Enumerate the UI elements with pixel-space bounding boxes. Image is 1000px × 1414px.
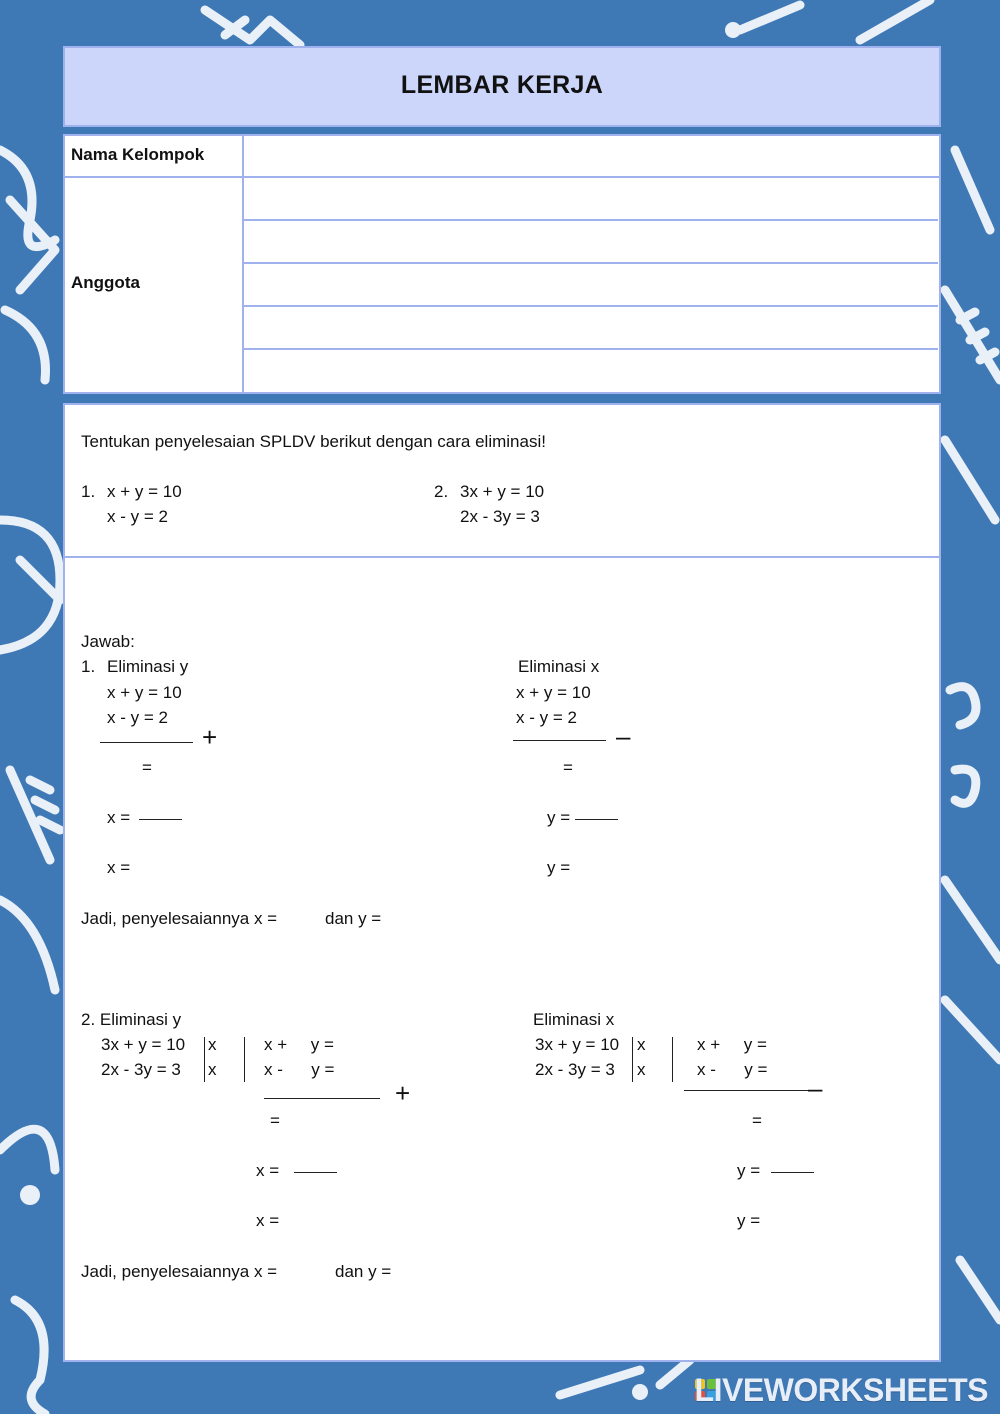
part1-left-eq2: x - y = 2 <box>107 708 168 727</box>
part2-conclusion-x: Jadi, penyelesaiannya x = <box>81 1262 278 1281</box>
part2-right-fraction-input[interactable] <box>771 1148 816 1194</box>
part2-right-diff-line <box>684 1090 808 1091</box>
part1-conclusion-y-input[interactable] <box>388 906 428 932</box>
part2-right-y: y = <box>737 1211 761 1230</box>
answer-heading: Jawab: <box>81 632 135 651</box>
member-rowline <box>244 262 938 264</box>
part2-left-eq2: 2x - 3y = 3 <box>101 1060 181 1079</box>
part2-left-plus-sign: + <box>395 1078 411 1108</box>
part1-right-eq1: x + y = 10 <box>516 683 591 702</box>
part1-right-minus-sign: – <box>616 721 631 751</box>
part1-conclusion-y: dan y = <box>325 909 382 928</box>
part1-left-x-input[interactable] <box>135 855 195 881</box>
part2-right-title: Eliminasi x <box>533 1010 615 1029</box>
part1-right-fraction-input[interactable] <box>575 795 620 841</box>
part1-right-title: Eliminasi x <box>518 657 600 676</box>
part1-right-y-input[interactable] <box>575 855 635 881</box>
part1-right-result-input[interactable] <box>513 755 613 781</box>
part2-left-title: 2. Eliminasi y <box>81 1010 182 1029</box>
part2-left-x-frac: x = <box>256 1161 280 1180</box>
part1-right-y: y = <box>547 858 571 877</box>
page-title: LEMBAR KERJA <box>400 71 604 99</box>
part1-left-x-frac: x = <box>107 808 131 827</box>
part2-left-x-input[interactable] <box>285 1208 345 1234</box>
part2-left-sum-line <box>264 1098 380 1099</box>
member-rowline <box>244 348 938 350</box>
part1-left-result-input[interactable] <box>100 755 200 781</box>
part2-left-bar-1 <box>204 1037 205 1082</box>
part1-left-title: Eliminasi y <box>107 657 189 676</box>
problem-2-number: 2. <box>434 482 449 501</box>
part2-right-y-input[interactable] <box>766 1208 826 1234</box>
part2-left-x: x = <box>256 1211 280 1230</box>
part2-left-new1: x + y = <box>264 1035 334 1054</box>
part2-left-mult2: x <box>208 1060 217 1079</box>
part2-right-result: = <box>752 1111 762 1130</box>
members-label: Anggota <box>71 273 140 292</box>
part2-left-fraction-input[interactable] <box>294 1148 339 1194</box>
part2-left-eq1: 3x + y = 10 <box>101 1035 186 1054</box>
part1-right-eq2: x - y = 2 <box>516 708 577 727</box>
problem-1-eq2: x - y = 2 <box>107 507 168 526</box>
part1-left-eq1: x + y = 10 <box>107 683 182 702</box>
part1-left-plus-sign: + <box>202 722 218 752</box>
member-rowline <box>244 219 938 221</box>
part1-number: 1. <box>81 657 96 676</box>
part2-left-result-input[interactable] <box>264 1108 380 1134</box>
part1-right-result: = <box>563 758 573 777</box>
problem-2-eq1: 3x + y = 10 <box>460 482 545 501</box>
part2-right-bar-2 <box>672 1037 673 1082</box>
part1-right-diff-line <box>513 740 606 741</box>
problem-2-eq2: 2x - 3y = 3 <box>460 507 540 526</box>
problem-1-number: 1. <box>81 482 96 501</box>
part2-right-bar-1 <box>632 1037 633 1082</box>
part1-left-fraction-input[interactable] <box>139 795 184 841</box>
part2-conclusion-y-input[interactable] <box>398 1259 438 1285</box>
part2-right-new2: x - y = <box>697 1060 768 1079</box>
part2-left-mult1: x <box>208 1035 217 1054</box>
part1-left-x: x = <box>107 858 131 877</box>
part2-conclusion-x-input[interactable] <box>296 1259 332 1285</box>
part1-left-result: = <box>142 758 152 777</box>
instruction-text: Tentukan penyelesaian SPLDV berikut dengan cara eliminasi! <box>81 432 546 451</box>
problem-1-eq1: x + y = 10 <box>107 482 182 501</box>
part2-left-bar-2 <box>244 1037 245 1082</box>
part2-left-result: = <box>270 1111 280 1130</box>
member-input-5[interactable] <box>246 351 936 389</box>
part1-conclusion-x: Jadi, penyelesaiannya x = <box>81 909 278 928</box>
part2-right-new1: x + y = <box>697 1035 767 1054</box>
brand-watermark: LIVEWORKSHEETS <box>694 1372 988 1408</box>
part1-conclusion-x-input[interactable] <box>296 906 322 932</box>
part2-left-mult2-input[interactable] <box>218 1059 240 1081</box>
group-name-label: Nama Kelompok <box>71 145 205 164</box>
part2-left-mult1-input[interactable] <box>218 1034 240 1056</box>
part2-right-mult2-input[interactable] <box>647 1059 669 1081</box>
part2-right-mult2: x <box>637 1060 646 1079</box>
member-input-4[interactable] <box>246 308 936 347</box>
part2-right-minus-sign: – <box>808 1073 823 1103</box>
part2-right-result-input[interactable] <box>690 1108 810 1134</box>
member-input-3[interactable] <box>246 265 936 304</box>
member-input-1[interactable] <box>246 179 936 218</box>
member-rowline <box>244 305 938 307</box>
answer-box <box>63 556 941 1362</box>
part1-left-sum-line <box>100 742 193 743</box>
part2-conclusion-y: dan y = <box>335 1262 392 1281</box>
part2-right-mult1: x <box>637 1035 646 1054</box>
part2-right-mult1-input[interactable] <box>647 1034 669 1056</box>
part1-right-y-frac: y = <box>547 808 571 827</box>
group-name-input[interactable] <box>246 137 936 175</box>
part2-right-y-frac: y = <box>737 1161 761 1180</box>
part2-right-eq2: 2x - 3y = 3 <box>535 1060 615 1079</box>
part2-right-eq1: 3x + y = 10 <box>535 1035 620 1054</box>
member-input-2[interactable] <box>246 222 936 261</box>
part2-left-new2: x - y = <box>264 1060 335 1079</box>
group-table-rowline <box>65 176 939 178</box>
